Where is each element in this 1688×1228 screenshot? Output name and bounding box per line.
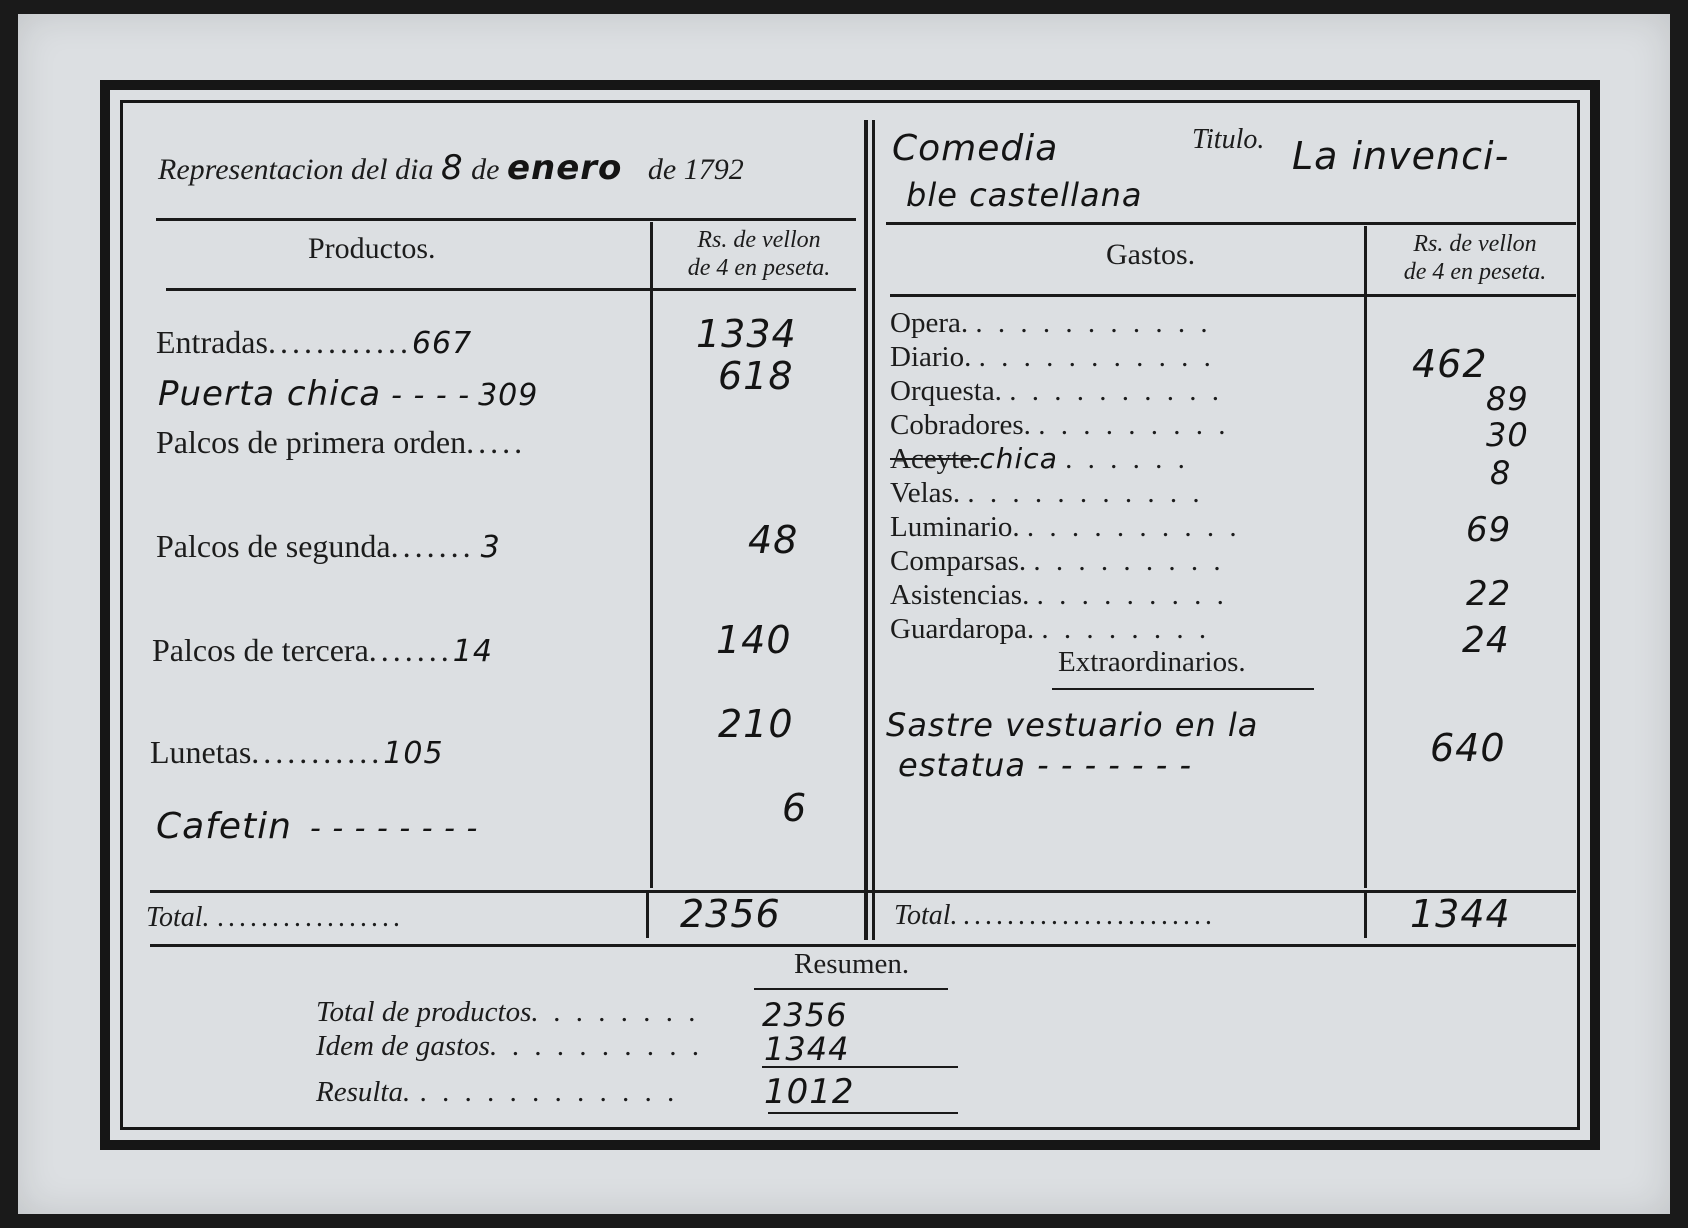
row-dots: . . . . . . . . . . . [975, 307, 1212, 339]
gastos-row-comparsas [890, 544, 1241, 578]
resumen-dots: . . . . . . . . . . . . [420, 1076, 679, 1108]
productos-col-head-1: Rs. de vellon [697, 227, 821, 253]
row-label: Cafetin [156, 806, 292, 847]
row-count: 3 [480, 530, 501, 565]
row-label: Asistencias. [890, 579, 1030, 611]
row-count: 667 [411, 326, 473, 361]
resumen-bottom-rule [768, 1112, 958, 1114]
productos-amount-palcos-segunda: 48 [748, 518, 799, 562]
productos-total-dots: ................. [217, 902, 405, 933]
month-value: enero [506, 148, 623, 188]
productos-heading: Productos. [308, 232, 436, 265]
resumen-heading: Resumen. [794, 948, 910, 980]
gastos-amount-asistencias: 22 [1466, 574, 1512, 614]
row-label: Palcos de primera orden [156, 424, 467, 460]
total-rule-top [150, 890, 1576, 893]
productos-amount-lunetas: 210 [718, 702, 794, 746]
col-head-rule-left [166, 288, 856, 291]
gastos-total-label: Total. [894, 900, 958, 931]
row-count: 309 [478, 378, 539, 413]
row-label: Diario. [890, 341, 972, 373]
center-divider [864, 120, 868, 940]
row-dots: . . . . . . . . [1041, 613, 1211, 645]
row-label: Luminario. [890, 511, 1020, 543]
extra-line-2: estatua - - - - - - - [898, 746, 1192, 784]
row-dots: ....... [368, 632, 453, 668]
resumen-dots: . . . . . . . . [531, 996, 701, 1028]
row-annot: chica [979, 442, 1058, 475]
row-dots: . . . . . . . . . [1038, 409, 1230, 441]
gastos-amount-guardaropa: 24 [1462, 620, 1510, 661]
gastos-row-guardaropa [890, 612, 1241, 646]
row-label: Puerta chica [158, 374, 382, 414]
gastos-amount-divider [1364, 226, 1367, 888]
resumen-dots: . . . . . . . . . . [489, 1030, 704, 1062]
title-line-1: La invenci- [1292, 134, 1510, 178]
gastos-amount-aceyte: 8 [1490, 454, 1512, 492]
row-label: Orquesta. [890, 375, 1002, 407]
extraordinarios-heading: Extraordinarios. [1058, 646, 1246, 678]
productos-row-palcos-primera [156, 424, 526, 461]
row-label: Velas. [890, 477, 961, 509]
gastos-col-head [1378, 230, 1572, 286]
row-label: Comparsas. [890, 545, 1027, 577]
row-dots: . . . . . . . . . [1033, 545, 1225, 577]
header-rule-right [886, 222, 1576, 225]
gastos-list [890, 306, 1241, 646]
row-dots: . . . . . . . . . . . [967, 477, 1204, 509]
row-label: Aceyte. [890, 443, 980, 475]
center-divider-2 [872, 120, 875, 940]
extra-amount: 640 [1430, 726, 1506, 770]
titulo-label: Titulo. [1192, 124, 1265, 155]
gastos-amount-cobradores: 30 [1486, 416, 1529, 454]
total-rule-bottom [150, 944, 1576, 947]
gastos-row-cobradores [890, 408, 1241, 442]
productos-row-palcos-segunda [156, 528, 501, 565]
gastos-total-value: 1344 [1410, 892, 1511, 936]
resumen-rule [754, 988, 948, 990]
productos-amount-palcos-tercera: 140 [716, 618, 792, 662]
header-rule-left [156, 218, 856, 221]
productos-row-entradas [156, 324, 472, 361]
row-dots: - - - - [391, 378, 471, 413]
productos-amount-cafetin: 6 [782, 786, 808, 830]
representacion-label: Representacion del dia [158, 153, 434, 186]
resumen-row-productos [316, 996, 700, 1029]
day-value: 8 [440, 148, 464, 188]
resumen-value-productos: 2356 [762, 996, 848, 1034]
gastos-total-row [894, 900, 1217, 932]
resumen-value-gastos: 1344 [764, 1030, 850, 1068]
productos-amount-puerta-chica: 618 [718, 354, 794, 398]
gastos-row-opera [890, 306, 1241, 340]
gastos-amount-diario: 462 [1412, 342, 1488, 386]
productos-row-palcos-tercera [152, 632, 493, 669]
resumen-row-gastos [316, 1030, 704, 1063]
de-label-2: de [647, 153, 677, 186]
productos-total-label: Total. [146, 902, 210, 933]
productos-amount-divider [650, 222, 653, 888]
genre-value: Comedia [892, 128, 1059, 169]
productos-row-puerta-chica [158, 374, 538, 414]
row-dots: ........... [251, 734, 384, 770]
row-label: Cobradores. [890, 409, 1031, 441]
total-divider-left [646, 892, 649, 938]
col-head-rule-right [890, 294, 1576, 297]
gastos-row-velas [890, 476, 1241, 510]
productos-col-head-2: de 4 en peseta. [687, 255, 831, 281]
resumen-value-resulta: 1012 [764, 1072, 855, 1112]
row-label: Lunetas [150, 734, 252, 770]
row-label: Palcos de tercera [152, 632, 369, 668]
gastos-row-aceyte [890, 442, 1241, 476]
row-dots: ....... [390, 528, 475, 564]
gastos-row-orquesta [890, 374, 1241, 408]
gastos-col-head-1: Rs. de vellon [1413, 231, 1537, 257]
resumen-row-resulta [316, 1076, 679, 1109]
row-count: 105 [383, 736, 444, 771]
resumen-label: Total de productos [316, 996, 532, 1028]
row-dots: ..... [466, 424, 527, 460]
gastos-total-dots: ....................... [963, 900, 1217, 931]
productos-row-cafetin [156, 806, 478, 847]
resumen-label: Idem de gastos [316, 1030, 490, 1062]
row-dots: - - - - - - - - [309, 811, 479, 846]
row-dots: . . . . . . . . . . . [978, 341, 1215, 373]
row-dots: ............ [267, 324, 412, 360]
productos-amount-entradas: 1334 [696, 312, 797, 356]
productos-row-lunetas [150, 734, 444, 771]
gastos-row-asistencias [890, 578, 1241, 612]
year-value: 1792 [683, 153, 744, 186]
row-dots: . . . . . . . . . . [1026, 511, 1241, 543]
row-label: Entradas [156, 324, 268, 360]
resumen-label: Resulta. [316, 1076, 411, 1108]
row-count: 14 [452, 634, 493, 669]
gastos-row-luminario [890, 510, 1241, 544]
gastos-row-diario [890, 340, 1241, 374]
extra-line-1: Sastre vestuario en la [886, 706, 1259, 744]
row-dots: . . . . . . . . . . [1009, 375, 1223, 407]
row-label: Palcos de segunda [156, 528, 391, 564]
productos-col-head [664, 226, 854, 282]
gastos-amount-orquesta: 89 [1486, 380, 1529, 418]
title-line-2: ble castellana [906, 176, 1143, 214]
gastos-amount-luminario: 69 [1466, 510, 1512, 550]
productos-total-row [146, 902, 405, 934]
row-dots: . . . . . . [1065, 443, 1189, 475]
de-label-1: de [471, 153, 500, 186]
productos-total-value: 2356 [680, 892, 781, 936]
gastos-heading: Gastos. [1106, 238, 1196, 271]
row-dots: . . . . . . . . . [1036, 579, 1228, 611]
header-left [158, 148, 744, 188]
row-label: Opera. [890, 307, 969, 339]
row-label: Guardaropa. [890, 613, 1035, 645]
gastos-col-head-2: de 4 en peseta. [1403, 259, 1547, 285]
total-divider-right [1364, 892, 1367, 938]
extra-rule [1052, 688, 1314, 690]
